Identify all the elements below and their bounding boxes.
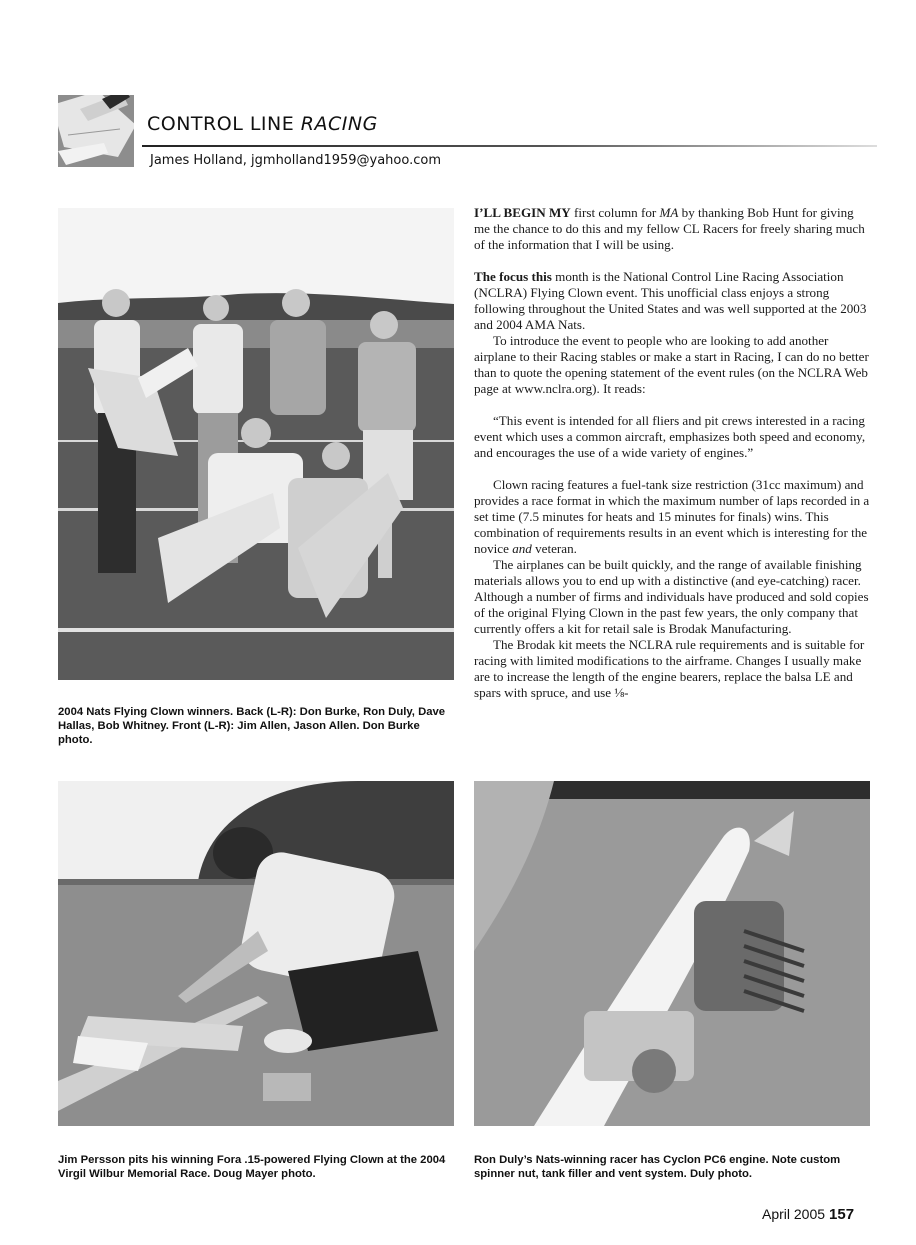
paragraph-clown-racing: Clown racing features a fuel-tank size restriction (31cc maximum) and provides a race format in which the maximum number of laps recorded in a set time (7.5 minutes for heats and 15 minutes for finals) wins. This combination of requirements results in an event which is interesting for the novice and veteran. bbox=[474, 477, 870, 556]
column-logo bbox=[58, 95, 134, 167]
paragraph-intro: I’LL BEGIN MY first column for MA by thanking Bob Hunt for giving me the chance to do this and my fellow CL Racers for freely sharing much of the information that I will be using. bbox=[474, 205, 865, 252]
paragraph-quote: “This event is intended for all fliers and pit crews interested in a racing event which uses a common aircraft, emphasizes both speed and economy, and encourages the use of a wide variety of engines.” bbox=[474, 413, 866, 460]
paragraph-brodak-kit: The Brodak kit meets the NCLRA rule requirements and is suitable for racing with limited modifications to the airframe. Changes I usually make are to increase the length of the engine bearers, replace the balsa LE and spars with spruce, and use ⅛- bbox=[474, 637, 865, 700]
byline: James Holland, jgmholland1959@yahoo.com bbox=[150, 153, 442, 168]
column-title-italic: RACING bbox=[300, 113, 378, 135]
paragraph-airplanes: The airplanes can be built quickly, and the range of available finishing materials allows you to end up with a distinctive (and eye-catching) racer. Although a number of firms and individuals have produced and sold copies of the original Flying Clown in the past few years, the only company that currently offers a kit for retail sale is Brodak Manufacturing. bbox=[474, 557, 869, 636]
caption-jim-persson: Jim Persson pits his winning Fora .15-powered Flying Clown at the 2004 Virgil Wilbur Memorial Race. Doug Mayer photo. bbox=[58, 1154, 446, 1180]
article-body bbox=[474, 205, 872, 701]
photo-jim-persson bbox=[58, 781, 454, 1126]
page-folio bbox=[762, 1206, 854, 1223]
issue-date: April 2005 bbox=[762, 1206, 826, 1222]
paragraph-focus: The focus this month is the National Control Line Racing Association (NCLRA) Flying Clown event. This unofficial class enjoys a strong following throughout the United States and was well supported at the 2003 and 2004 AMA Nats. bbox=[474, 269, 867, 332]
header-rule bbox=[142, 145, 877, 147]
photo-cyclon-engine bbox=[474, 781, 870, 1126]
airplane-logo-icon bbox=[58, 95, 134, 167]
photo-nats-winners bbox=[58, 208, 454, 680]
column-title: CONTROL LINE RACING bbox=[147, 113, 378, 135]
caption-cyclon-engine: Ron Duly’s Nats-winning racer has Cyclon PC6 engine. Note custom spinner nut, tank filler and vent system. Duly photo. bbox=[474, 1154, 841, 1180]
caption-nats-winners: 2004 Nats Flying Clown winners. Back (L-R): Don Burke, Ron Duly, Dave Hallas, Bob Whitney. Front (L-R): Jim Allen, Jason Allen. Don Burke photo. bbox=[58, 706, 446, 746]
lead-in: I’LL BEGIN MY bbox=[474, 205, 571, 220]
lead-in: The focus this bbox=[474, 269, 552, 284]
paragraph-introduce: To introduce the event to people who are looking to add another airplane to their Racing stables or make a start in Racing, I can do no better than to quote the opening statement of the event rules (on the NCLRA Web page at www.nclra.org). It reads: bbox=[474, 333, 869, 396]
page-number: 157 bbox=[829, 1206, 855, 1223]
